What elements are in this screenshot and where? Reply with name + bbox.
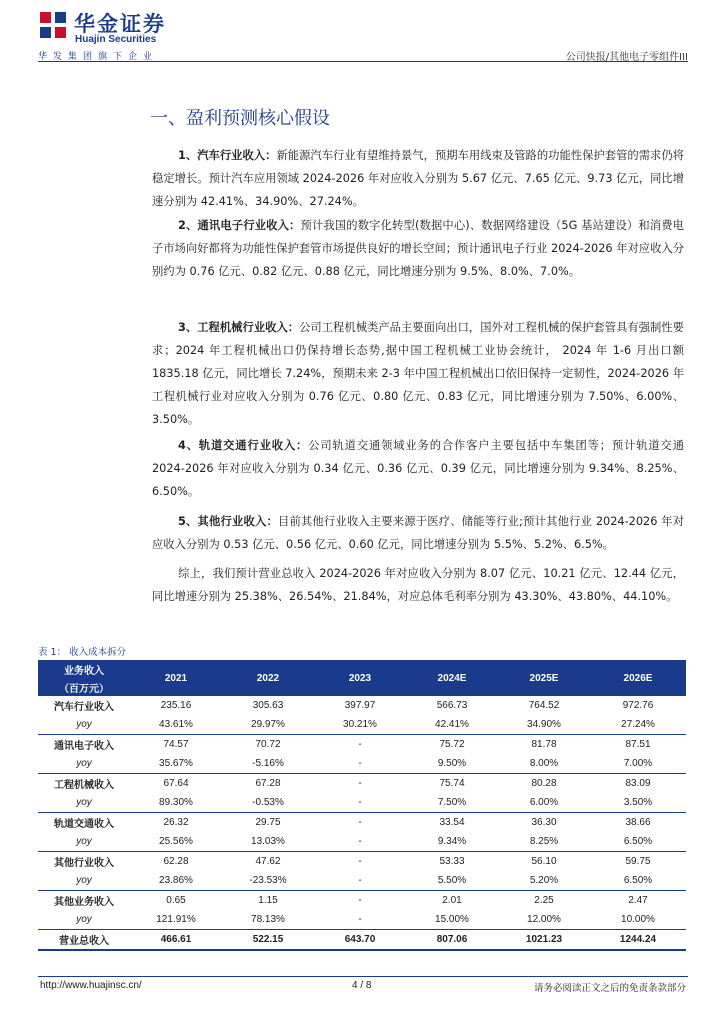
- table-cell: 75.72: [439, 739, 465, 750]
- table-cell: 6.00%: [498, 793, 590, 813]
- row-label: yoy: [38, 793, 130, 813]
- table-cell: -: [314, 754, 406, 774]
- table-header-year: 2022: [222, 660, 314, 696]
- paragraph-auto: 1、汽车行业收入：新能源汽车行业有望维持景气，预期车用线束及管路的功能性保护套管的需求仍将稳定增长。预计汽车应用领域 2024-2026 年对应收入分别为 5.67 亿元、7.65 亿元、9.73 亿元，同比增速分别为 42.41%、34.90%、27.24%。: [152, 149, 684, 208]
- table-cell: 62.28: [163, 856, 189, 867]
- table-row-yoy: [38, 871, 686, 891]
- table-cell: 53.33: [439, 856, 465, 867]
- table-cell: 33.54: [439, 817, 465, 828]
- table-cell: 36.30: [531, 817, 557, 828]
- table-row: [38, 696, 686, 715]
- table-cell: 83.09: [625, 778, 651, 789]
- table-cell: 1244.24: [590, 930, 686, 951]
- table-cell: 6.50%: [590, 832, 686, 852]
- row-label: yoy: [38, 832, 130, 852]
- page-number: 4 / 8: [352, 980, 372, 991]
- table-row: [38, 774, 686, 794]
- table-header-year: 2026E: [590, 660, 686, 696]
- table-cell: 29.97%: [222, 715, 314, 735]
- table-row-yoy: [38, 715, 686, 735]
- logo-chinese-name: 华金证券: [74, 12, 166, 36]
- table-cell: 26.32: [163, 817, 189, 828]
- table-cell: 5.50%: [406, 871, 498, 891]
- table-cell: 1021.23: [498, 930, 590, 951]
- table-cell: 38.66: [625, 817, 651, 828]
- row-label: 通讯电子收入: [54, 741, 114, 752]
- table-cell: 87.51: [625, 739, 651, 750]
- table-cell: 23.86%: [130, 871, 222, 891]
- section-title: 一、盈利预测核心假设: [150, 108, 330, 129]
- table-cell: 12.00%: [498, 910, 590, 930]
- table-cell: 0.65: [166, 895, 186, 906]
- table-cell: 466.61: [130, 930, 222, 951]
- table-caption: 表 1： 收入成本拆分: [38, 647, 127, 658]
- row-label: 其他行业收入: [54, 858, 114, 869]
- table-cell: 43.61%: [130, 715, 222, 735]
- table-cell: 67.28: [255, 778, 281, 789]
- table-cell: 5.20%: [498, 871, 590, 891]
- table-cell: -: [314, 910, 406, 930]
- table-header-year: 2023: [314, 660, 406, 696]
- table-cell: 2.47: [628, 895, 648, 906]
- table-cell: -: [358, 856, 362, 867]
- table-header-year: 2021: [130, 660, 222, 696]
- table-cell: -0.53%: [222, 793, 314, 813]
- table-header-label: 业务收入: [38, 660, 130, 678]
- table-cell: 7.50%: [406, 793, 498, 813]
- footer-disclaimer: 请务必阅读正文之后的免责条款部分: [533, 983, 686, 994]
- footer-url[interactable]: http://www.huajinsc.cn/: [40, 980, 142, 991]
- table-cell: 9.50%: [406, 754, 498, 774]
- table-cell: 566.73: [436, 700, 468, 711]
- table-cell: 7.00%: [590, 754, 686, 774]
- table-cell: 74.57: [163, 739, 189, 750]
- table-row-yoy: [38, 910, 686, 930]
- table-header-year: 2024E: [406, 660, 498, 696]
- table-row: [38, 852, 686, 872]
- table-cell: -: [314, 871, 406, 891]
- table-cell: 1.15: [258, 895, 278, 906]
- paragraph-rail: 4、轨道交通行业收入：公司轨道交通领域业务的合作客户主要包括中车集团等；预计轨道交通 2024-2026 年对应收入分别为 0.34 亿元、0.36 亿元、0.39 亿元，同比增速分别为 9.34%、8.25%、6.50%。: [152, 439, 684, 498]
- table-row-yoy: [38, 793, 686, 813]
- table-cell: -23.53%: [222, 871, 314, 891]
- table-cell: 9.34%: [406, 832, 498, 852]
- row-label: 其他业务收入: [54, 897, 114, 908]
- table-row: [38, 735, 686, 755]
- row-label: yoy: [38, 754, 130, 774]
- table-cell: -: [358, 778, 362, 789]
- row-label: yoy: [38, 871, 130, 891]
- table-cell: 2.25: [534, 895, 554, 906]
- row-label: 轨道交通收入: [54, 819, 114, 830]
- table-cell: 10.00%: [590, 910, 686, 930]
- page-header: [38, 8, 688, 64]
- table-cell: 27.24%: [590, 715, 686, 735]
- table-cell: 78.13%: [222, 910, 314, 930]
- table-cell: 70.72: [255, 739, 281, 750]
- table-header-unit: （百万元）: [38, 678, 130, 696]
- table-cell: 56.10: [531, 856, 557, 867]
- table-row-yoy: [38, 832, 686, 852]
- row-label: yoy: [38, 715, 130, 735]
- table-cell: 13.03%: [222, 832, 314, 852]
- table-header-year: 2025E: [498, 660, 590, 696]
- table-cell: -: [358, 817, 362, 828]
- table-cell: 30.21%: [314, 715, 406, 735]
- table-cell: 34.90%: [498, 715, 590, 735]
- table-row: [38, 813, 686, 833]
- table-cell: 47.62: [255, 856, 281, 867]
- table-cell: 89.30%: [130, 793, 222, 813]
- table-cell: 6.50%: [590, 871, 686, 891]
- header-divider: [38, 61, 688, 62]
- group-affiliation: 华发集团旗下企业: [38, 52, 159, 62]
- table-cell: 59.75: [625, 856, 651, 867]
- table-cell: 15.00%: [406, 910, 498, 930]
- table-cell: 522.15: [222, 930, 314, 951]
- table-cell: 3.50%: [590, 793, 686, 813]
- table-cell: 2.01: [442, 895, 462, 906]
- row-label: yoy: [38, 910, 130, 930]
- table-row: [38, 891, 686, 911]
- table-cell: 235.16: [160, 700, 192, 711]
- table-cell: 764.52: [528, 700, 560, 711]
- table-cell: 8.25%: [498, 832, 590, 852]
- table-row-total: [38, 930, 686, 951]
- table-cell: 807.06: [406, 930, 498, 951]
- table-cell: -: [358, 739, 362, 750]
- table-cell: 121.91%: [130, 910, 222, 930]
- table-cell: 35.67%: [130, 754, 222, 774]
- table-cell: -: [358, 895, 362, 906]
- table-cell: 643.70: [314, 930, 406, 951]
- row-label: 工程机械收入: [54, 780, 114, 791]
- table-cell: 397.97: [344, 700, 376, 711]
- table-cell: -5.16%: [222, 754, 314, 774]
- table-cell: 305.63: [252, 700, 284, 711]
- table-cell: 42.41%: [406, 715, 498, 735]
- paragraph-machinery: 3、工程机械行业收入：公司工程机械类产品主要面向出口，国外对工程机械的保护套管具有强制性要求；2024 年工程机械出口仍保持增长态势,据中国工程机械工业协会统计， 2024 年 1-6 月出口额 1835.18 亿元，同比增长 7.24%，预期未来 2-3 年中国工程机械出口依旧保持一定韧性，2024-2026 年工程机械行业对应收入分别为 0.76 亿元、0.80 亿元、0.83 亿元，同比增速分别为 7.50%、6.00%、3.50%。: [152, 321, 684, 426]
- footer-divider: [38, 976, 688, 977]
- table-cell: -: [314, 832, 406, 852]
- paragraph-summary: 综上，我们预计营业总收入 2024-2026 年对应收入分别为 8.07 亿元、10.21 亿元、12.44 亿元，同比增速分别为 25.38%、26.54%、21.84%，对应总体毛利率分别为 43.30%、43.80%、44.10%。: [152, 567, 684, 603]
- table-cell: 80.28: [531, 778, 557, 789]
- table-cell: 29.75: [255, 817, 281, 828]
- table-cell: -: [314, 793, 406, 813]
- table-cell: 75.74: [439, 778, 465, 789]
- table-cell: 8.00%: [498, 754, 590, 774]
- table-cell: 25.56%: [130, 832, 222, 852]
- row-label: 营业总收入: [38, 930, 130, 951]
- row-label: 汽车行业收入: [54, 702, 114, 713]
- table-cell: 81.78: [531, 739, 557, 750]
- table-cell: 67.64: [163, 778, 189, 789]
- revenue-table: [38, 660, 686, 951]
- paragraph-telecom: 2、通讯电子行业收入：预计我国的数字化转型(数据中心)、数据网络建设（5G 基站建设）和消费电子市场向好都将为功能性保护套管市场提供良好的增长空间；预计通讯电子行业 2024-2026 年对应收入分别约为 0.76 亿元、0.82 亿元、0.88 亿元，同比增速分别为 9.5%、8.0%、7.0%。: [152, 219, 684, 278]
- report-type: 公司快报/其他电子零组件III: [565, 52, 688, 63]
- table-row-yoy: [38, 754, 686, 774]
- paragraph-other: 5、其他行业收入：目前其他行业收入主要来源于医疗、储能等行业;预计其他行业 2024-2026 年对应收入分别为 0.53 亿元、0.56 亿元、0.60 亿元，同比增速分别为 5.5%、5.2%、6.5%。: [152, 515, 684, 551]
- table-cell: 972.76: [622, 700, 654, 711]
- huajin-logo-icon: [38, 10, 68, 40]
- logo-english-name: Huajin Securities: [75, 34, 157, 45]
